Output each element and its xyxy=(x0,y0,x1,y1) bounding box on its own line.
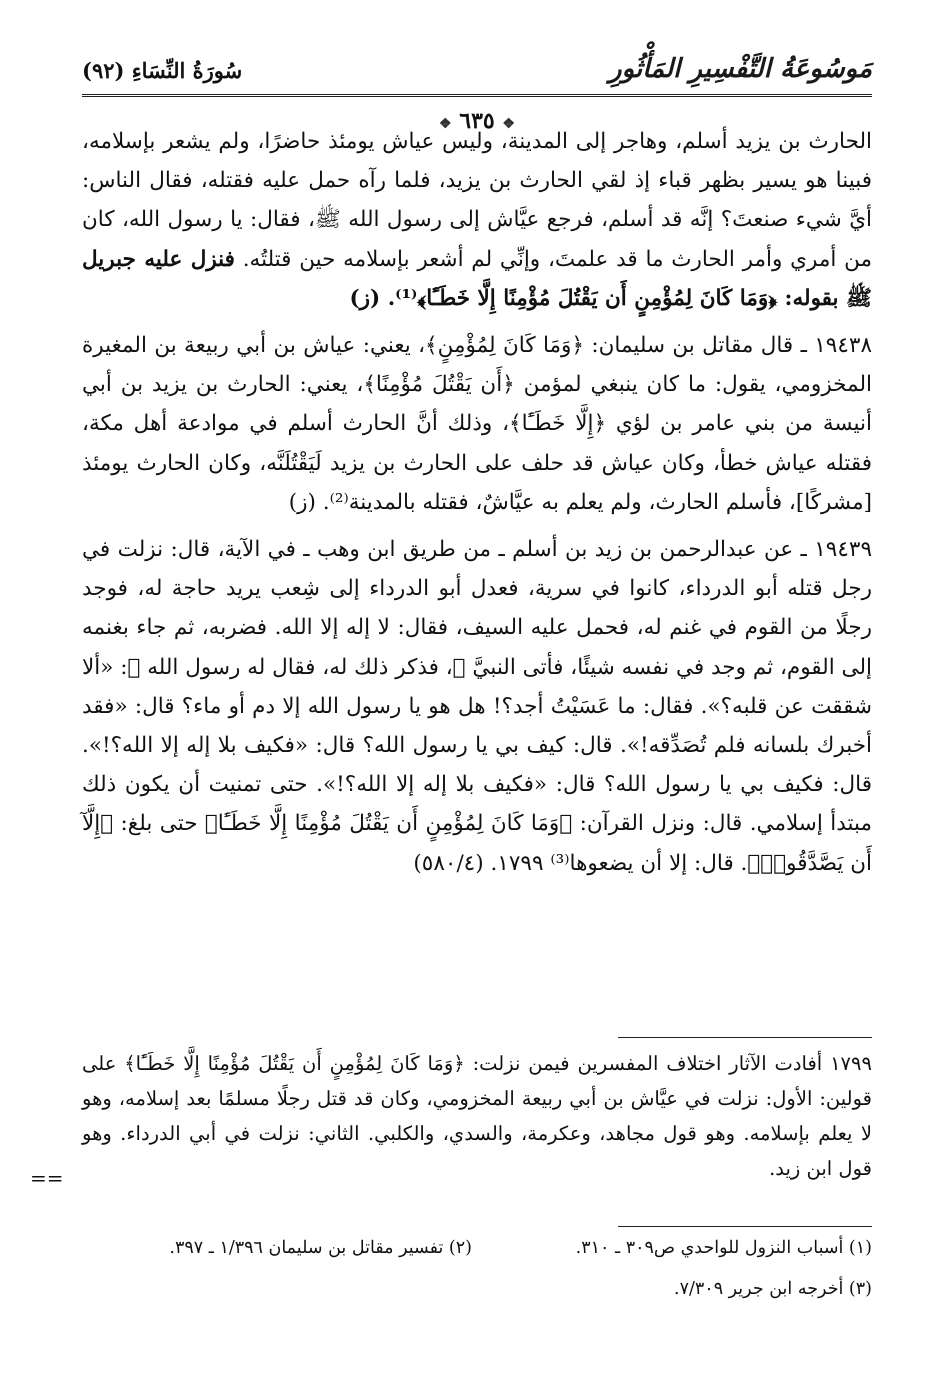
paragraph-19438: ١٩٤٣٨ ـ قال مقاتل بن سليمان: ﴿وَمَا كَانَ لِمُؤْمِنٍ﴾، يعني: عياش بن أبي ربيعة بن المغيرة المخزومي، يقول: ما كان ينبغي لمؤمن ﴿أَن يَقْتُلَ مُؤْمِنًا﴾، يعني: الحارث بن يزيد بن أبي أنيسة من بني عامر بن لؤي ﴿إِلَّا خَطَـًٔا﴾، وذلك أنَّ الحارث أسلم في موادعة أهل مكة، فقتله عياش خطأ، وكان عياش قد حلف على الحارث بن يزيد لَيَقْتُلَنَّه، وكان الحارث يومئذ [مشركًا]، فأسلم الحارث، ولم يعلم به عيَّاشٌ، فقتله بالمدينة⁽²⁾. (ز) xyxy=(82,333,873,515)
running-header xyxy=(82,52,872,134)
paragraph-19439: ١٩٤٣٩ ـ عن عبدالرحمن بن زيد بن أسلم ـ من طريق ابن وهب ـ في الآية، قال: نزلت في رجل قتله أبو الدرداء، كانوا في سرية، فعدل أبو الدرداء إلى شِعب يريد حاجة له، فوجد رجلًا من القوم في غنم له، فحمل عليه السيف، فقال: لا إله إلا الله. فضربه، ثم جاء بغنمه إلى القوم، ثم وجد في نفسه شيئًا، فأتى النبيَّ ﷺ، فذكر ذلك له، فقال له رسول الله ﷺ: «ألا شققت عن قلبه؟». فقال: ما عَسَيْتُ أجد؟! هل هو يا رسول الله إلا دم أو ماء؟ قال: «فقد أخبرك بلسانه فلم تُصَدِّقه!». قال: كيف بي يا رسول الله؟ قال: «فكيف بلا إله إلا الله؟!». قال: فكيف بي يا رسول الله؟ قال: «فكيف بلا إله إلا الله؟!». حتى تمنيت أن يكون ذلك مبتدأ إسلامي. قال: ونزل القرآن: ﴿وَمَا كَانَ لِمُؤْمِنٍ أَن يَقْتُلَ مُؤْمِنًا إِلَّا خَطَـًٔا﴾ حتى بلغ: ﴿إِلَّآ أَن يَصَّدَّقُوا۟﴾. قال: إلا أن يضعوها⁽³⁾ ١٧٩٩. (٥٨٠/٤) xyxy=(82,537,873,876)
footnote-3: (٣) أخرجه ابن جرير ٧/٣٠٩. xyxy=(674,1279,872,1299)
side-mark: == xyxy=(30,1166,64,1190)
footnote-2: (٢) تفسير مقاتل بن سليمان ١/٣٩٦ ـ ٣٩٧. xyxy=(169,1238,472,1258)
footnote-separator xyxy=(618,1226,872,1227)
ornament-icon: ❖ xyxy=(502,116,515,132)
book-title: مَوسُوعَةُ التَّفْسِيرِ المَأْثُورِ xyxy=(609,54,872,84)
footnote-1: (١) أسباب النزول للواحدي ص٣٠٩ ـ ٣١٠. xyxy=(575,1238,872,1258)
comment-separator xyxy=(618,1037,872,1038)
page-number: ٦٣٥ xyxy=(459,108,495,134)
surah-title: سُورَةُ النِّسَاءِ (٩٢) xyxy=(82,58,243,83)
editor-comment: ١٧٩٩ أفادت الآثار اختلاف المفسرين فيمن نزلت: ﴿وَمَا كَانَ لِمُؤْمِنٍ أَن يَقْتُلَ مُؤْمِنًا إِلَّا خَطَـًٔا﴾ على قولين: الأول: نزلت في عيَّاش بن أبي ربيعة المخزومي، وكان قد قتل رجلًا مسلمًا بعد إسلامه، وهو لا يعلم بإسلامه. وهو قول مجاهد، وعكرمة، والسدي، والكلبي. الثاني: نزلت في أبي الدرداء. وهو قول ابن زيد. xyxy=(82,1052,872,1180)
main-text xyxy=(82,122,872,883)
paragraph-continuation: الحارث بن يزيد أسلم، وهاجر إلى المدينة، وليس عياش يومئذ حاضرًا، ولم يشعر بإسلامه، فبينا هو يسير بظهر قباء إذ لقي الحارث بن يزيد، فلما رآه حمل عليه فقتله، فقال الناس: أيَّ شيء صنعتَ؟ إنَّه قد أسلم، فرجع عيَّاش إلى رسول الله ﷺ، فقال: يا رسول الله، كان من أمري وأمر الحارث ما قد علمتَ، وإنِّي لم أشعر بإسلامه حين قتلتُه. فنزل عليه جبريل ﷺ بقوله: ﴿وَمَا كَانَ لِمُؤْمِنٍ أَن يَقْتُلَ مُؤْمِنًا إِلَّا خَطَـًٔا﴾⁽¹⁾. (ز) xyxy=(82,129,872,311)
ornament-icon: ❖ xyxy=(439,116,452,132)
header-rule xyxy=(82,94,872,97)
